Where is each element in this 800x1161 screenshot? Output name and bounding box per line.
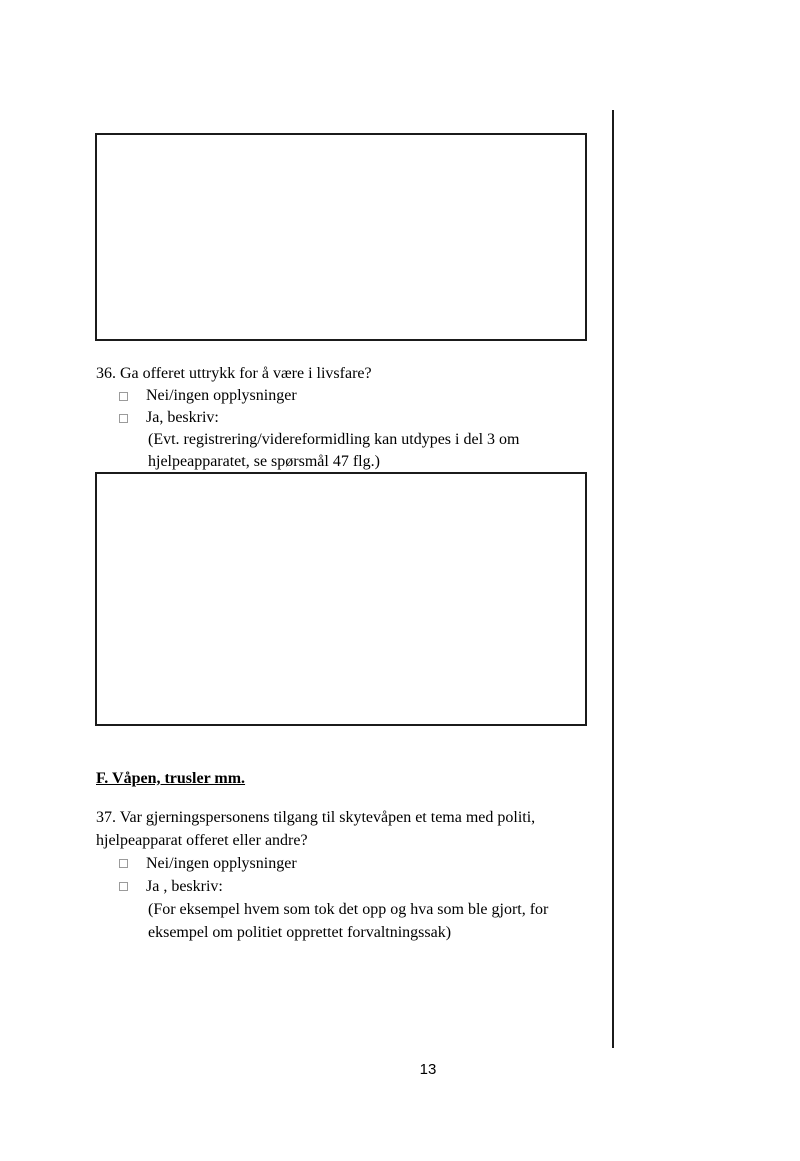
question-36-note: (Evt. registrering/videreformidling kan utdypes i del 3 om hjelpeapparatet, se spørsmål 47 flg.) bbox=[148, 431, 520, 470]
question-36-option-no bbox=[96, 385, 590, 407]
answer-box-top[interactable] bbox=[95, 133, 587, 341]
option-no-label: Nei/ingen opplysninger bbox=[146, 387, 297, 404]
margin-change-bar-rule bbox=[612, 110, 614, 1048]
question-37-option-yes bbox=[96, 875, 590, 898]
option-yes-label: Ja, beskriv: bbox=[146, 409, 219, 426]
question-36-text: 36. Ga offeret uttrykk for å være i livsfare? bbox=[96, 365, 372, 382]
page-number-container bbox=[96, 1061, 760, 1078]
question-36 bbox=[96, 363, 590, 473]
option-no-label: Nei/ingen opplysninger bbox=[146, 855, 297, 872]
checkbox-icon[interactable] bbox=[119, 414, 128, 423]
checkbox-icon[interactable] bbox=[119, 859, 128, 868]
checkbox-icon[interactable] bbox=[119, 392, 128, 401]
question-36-option-yes bbox=[96, 407, 590, 429]
section-f-heading: F. Våpen, trusler mm. bbox=[96, 770, 246, 787]
question-37-text: 37. Var gjerningspersonens tilgang til skytevåpen et tema med politi, hjelpeapparat offeret eller andre? bbox=[96, 809, 536, 849]
question-37-note: (For eksempel hvem som tok det opp og hva som ble gjort, for eksempel om politiet opprettet forvaltningssak) bbox=[148, 901, 549, 941]
question-37 bbox=[96, 806, 590, 944]
checkbox-icon[interactable] bbox=[119, 882, 128, 891]
page-number: 13 bbox=[419, 1061, 437, 1078]
question-37-option-no bbox=[96, 852, 590, 875]
answer-box-q36[interactable] bbox=[95, 472, 587, 726]
option-yes-label: Ja , beskriv: bbox=[146, 878, 223, 895]
